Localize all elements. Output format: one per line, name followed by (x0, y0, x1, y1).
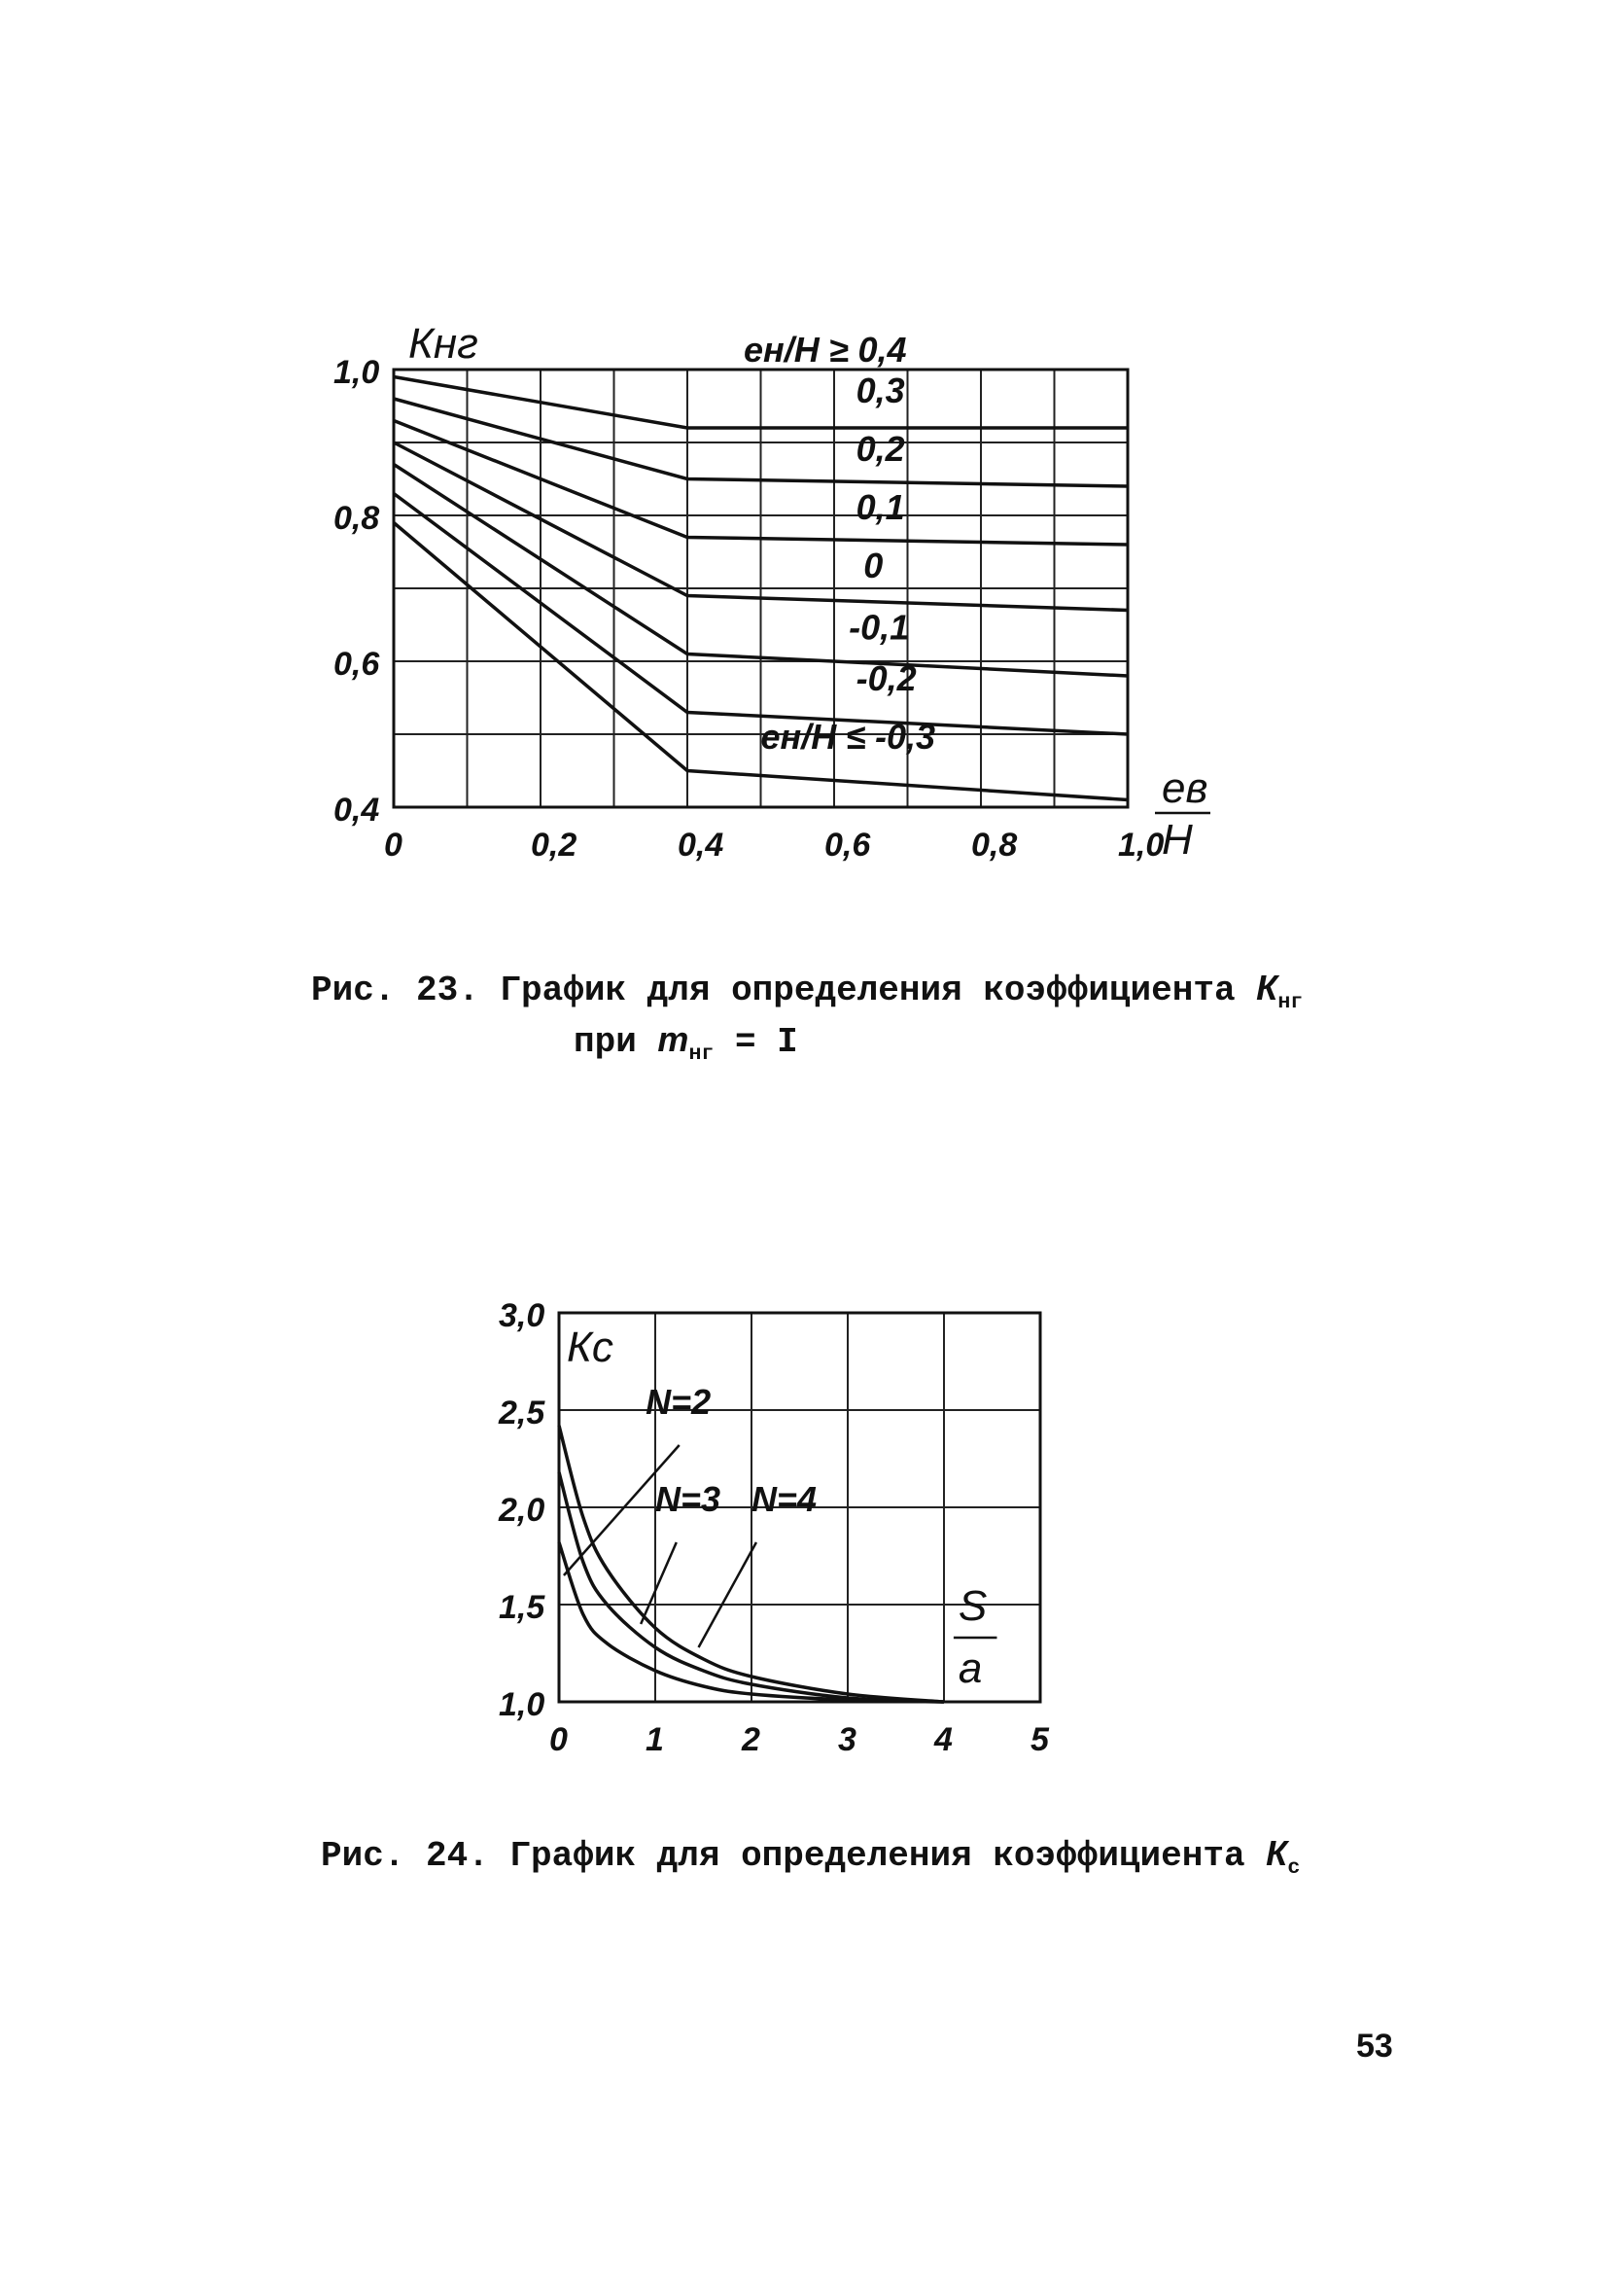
curve-label: 0 (863, 545, 884, 585)
x-tick-label: 0,6 (824, 827, 871, 864)
page-number: 53 (1356, 2028, 1393, 2065)
curve-label: 0,2 (856, 428, 905, 469)
y-axis-title: Кс (567, 1324, 613, 1371)
y-tick-label: 1,5 (499, 1589, 545, 1626)
caption-fig24-prefix: Рис. 24. График для определения коэффициента (321, 1836, 1267, 1876)
x-axis-title-den: H (1162, 816, 1193, 864)
x-tick-label: 0,4 (678, 827, 724, 864)
caption-fig23-line2 (574, 1019, 798, 1066)
curve-label: -0,1 (849, 607, 910, 648)
curve-label: N=2 (646, 1382, 712, 1422)
curve-label: -0,2 (856, 658, 917, 698)
x-tick-label: 3 (838, 1721, 856, 1758)
caption-fig24-symbol: К (1266, 1833, 1288, 1873)
y-tick-label: 2,5 (499, 1395, 545, 1431)
x-tick-label: 0,8 (971, 827, 1018, 864)
y-tick-label: 3,0 (499, 1297, 545, 1334)
caption-fig23 (311, 968, 1303, 1014)
caption-fig23-prefix: Рис. 23. График для определения коэффициента (311, 971, 1257, 1010)
curve-label: 0,1 (856, 486, 905, 527)
chart-k-ng (0, 311, 1607, 895)
curve-label: eн/H ≤ -0,3 (760, 717, 936, 757)
caption-fig23-symbol-sub: нг (1277, 991, 1304, 1015)
y-tick-label: 0,6 (333, 646, 380, 683)
curve-label-leader (641, 1542, 677, 1624)
x-tick-label: 1 (646, 1721, 664, 1758)
y-tick-label: 2,0 (499, 1492, 545, 1529)
caption-fig23-line2-prefix: при (574, 1022, 658, 1062)
curve-label: N=3 (655, 1479, 721, 1519)
x-tick-label: 1,0 (1118, 827, 1165, 864)
curve-label: 0,3 (856, 370, 905, 410)
caption-fig23-line2-suffix: = I (714, 1022, 798, 1062)
caption-fig23-symbol: К (1256, 968, 1278, 1007)
x-tick-label: 4 (934, 1721, 953, 1758)
y-tick-label: 0,8 (333, 500, 380, 537)
x-axis-title-den: a (958, 1644, 983, 1692)
y-tick-label: 1,0 (333, 354, 380, 391)
x-tick-label: 2 (742, 1721, 760, 1758)
caption-fig24-symbol-sub: с (1287, 1856, 1301, 1881)
x-tick-label: 0,2 (531, 827, 577, 864)
curve-label: N=4 (751, 1479, 818, 1519)
caption-fig23-line2-sub: нг (688, 1042, 715, 1067)
x-axis-title-num: S (958, 1582, 988, 1630)
y-axis-title: Кнг (408, 320, 478, 368)
caption-fig23-line2-symbol: m (657, 1019, 689, 1059)
x-tick-label: 0 (549, 1721, 568, 1758)
x-tick-label: 0 (384, 827, 402, 864)
curve-label-leader (699, 1542, 756, 1647)
chart-k-c (0, 1284, 1607, 1789)
y-tick-label: 0,4 (333, 792, 380, 829)
x-axis-title-num: eв (1162, 764, 1208, 812)
y-tick-label: 1,0 (499, 1686, 545, 1723)
curve-label-top: eн/H ≥ 0,4 (744, 330, 907, 370)
x-tick-label: 5 (1031, 1721, 1049, 1758)
caption-fig24 (321, 1833, 1300, 1880)
